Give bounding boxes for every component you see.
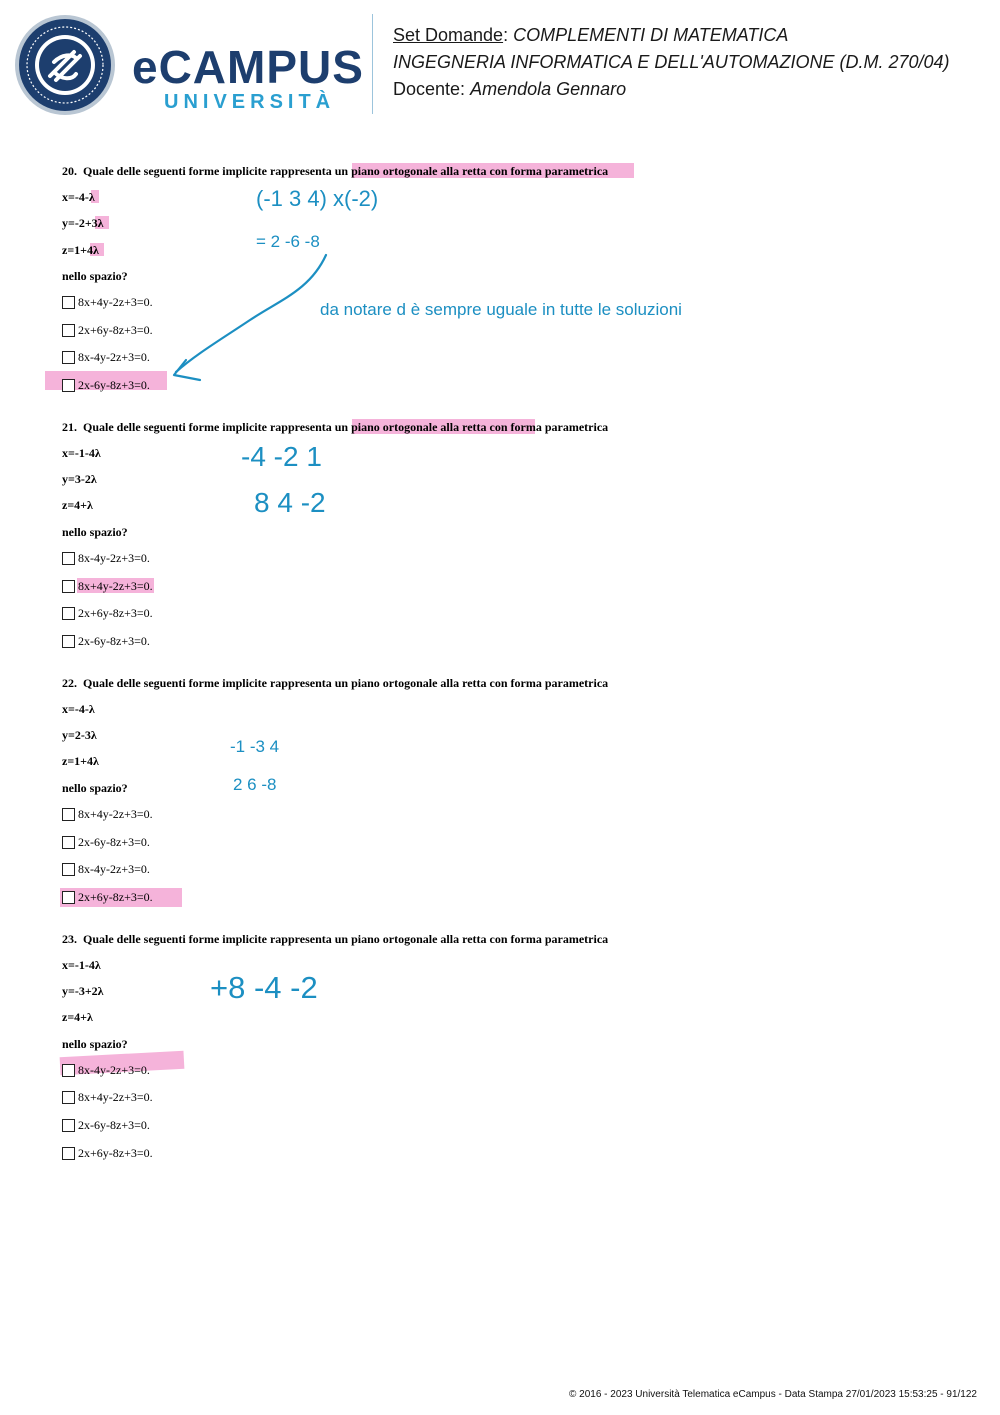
teacher-name: Amendola Gennaro — [470, 79, 627, 99]
question-title — [62, 163, 608, 179]
option-label: 2x+6y-8z+3=0. — [78, 606, 153, 620]
question-text: Quale delle seguenti forme implicite rappresenta un piano ortogonale alla retta con forma parametrica — [83, 676, 609, 690]
set-label: Set Domande — [393, 25, 504, 45]
option-label: 8x+4y-2z+3=0. — [78, 295, 153, 309]
page-footer: © 2016 - 2023 Università Telematica eCampus - Data Stampa 27/01/2023 15:53:25 - 91/122 — [569, 1389, 977, 1400]
checkbox[interactable] — [62, 891, 75, 904]
equation-y: y=-2+3λ — [62, 216, 104, 230]
question-title — [62, 419, 608, 435]
checkbox[interactable] — [62, 635, 75, 648]
option-label: 2x-6y-8z+3=0. — [78, 1118, 150, 1132]
answer-option[interactable] — [62, 1089, 153, 1105]
checkbox[interactable] — [62, 808, 75, 821]
option-label: 2x+6y-8z+3=0. — [78, 890, 153, 904]
equation-y: y=-3+2λ — [62, 984, 104, 998]
header-divider — [372, 14, 373, 114]
answer-option[interactable] — [62, 322, 153, 338]
option-label: 8x-4y-2z+3=0. — [78, 1063, 150, 1077]
question-number: 20. — [62, 164, 77, 178]
option-label: 2x-6y-8z+3=0. — [78, 378, 150, 392]
answer-option[interactable] — [62, 349, 150, 365]
equation-z: z=1+4λ — [62, 243, 99, 257]
question-prompt: nello spazio? — [62, 525, 128, 539]
course-line: Set Domande: COMPLEMENTI DI MATEMATICA — [393, 25, 789, 45]
checkbox[interactable] — [62, 1064, 75, 1077]
q22-annotation-normal: 2 6 -8 — [233, 775, 277, 794]
logo-subtext: UNIVERSITÀ — [164, 91, 336, 113]
equation-z: z=1+4λ — [62, 754, 99, 768]
equation-x: x=-4-λ — [62, 702, 95, 716]
answer-option-highlighted[interactable] — [62, 578, 153, 594]
answer-option[interactable] — [62, 1117, 150, 1133]
answer-option[interactable] — [62, 806, 153, 822]
checkbox[interactable] — [62, 580, 75, 593]
checkbox[interactable] — [62, 863, 75, 876]
answer-option[interactable] — [62, 834, 150, 850]
q22-annotation-direction: -1 -3 4 — [230, 737, 280, 756]
course-name: COMPLEMENTI DI MATEMATICA — [513, 25, 789, 45]
question-prompt: nello spazio? — [62, 269, 128, 283]
question-number: 22. — [62, 676, 77, 690]
answer-option[interactable] — [62, 861, 150, 877]
option-label: 8x-4y-2z+3=0. — [78, 350, 150, 364]
option-label: 8x+4y-2z+3=0. — [78, 807, 153, 821]
option-label: 8x+4y-2z+3=0. — [78, 1090, 153, 1104]
equation-y: y=3-2λ — [62, 472, 97, 486]
teacher-label: Docente: — [393, 79, 466, 99]
answer-option[interactable] — [62, 1145, 153, 1161]
q21-annotation-direction: -4 -2 1 — [241, 441, 322, 472]
question-title — [62, 675, 608, 691]
answer-option[interactable] — [62, 294, 153, 310]
checkbox[interactable] — [62, 379, 75, 392]
equation-y: y=2-3λ — [62, 728, 97, 742]
answer-option-highlighted[interactable] — [62, 1062, 150, 1078]
option-label: 2x+6y-8z+3=0. — [78, 1146, 153, 1160]
program-name: INGEGNERIA INFORMATICA E DELL'AUTOMAZIONE (D.M. 270/04) — [393, 52, 950, 72]
question-text: Quale delle seguenti forme implicite rappresenta un piano ortogonale alla retta con forma parametrica — [83, 164, 609, 178]
answer-option[interactable] — [62, 633, 150, 649]
checkbox[interactable] — [62, 1147, 75, 1160]
question-prompt: nello spazio? — [62, 1037, 128, 1051]
option-label: 2x+6y-8z+3=0. — [78, 323, 153, 337]
header-info — [393, 22, 950, 103]
equation-x: x=-1-4λ — [62, 446, 101, 460]
question-title — [62, 931, 608, 947]
program-line — [393, 49, 950, 76]
question-number: 21. — [62, 420, 77, 434]
option-label: 8x-4y-2z+3=0. — [78, 551, 150, 565]
checkbox[interactable] — [62, 296, 75, 309]
question-prompt: nello spazio? — [62, 781, 128, 795]
ecampus-logo — [14, 14, 364, 118]
checkbox[interactable] — [62, 552, 75, 565]
option-label: 2x-6y-8z+3=0. — [78, 634, 150, 648]
answer-option[interactable] — [62, 550, 150, 566]
q20-annotation-result: = 2 -6 -8 — [256, 232, 320, 251]
question-text: Quale delle seguenti forme implicite rappresenta un piano ortogonale alla retta con forma parametrica — [83, 932, 609, 946]
equation-z: z=4+λ — [62, 498, 93, 512]
question-number: 23. — [62, 932, 77, 946]
answer-option[interactable] — [62, 605, 153, 621]
university-seal-icon — [14, 14, 116, 116]
checkbox[interactable] — [62, 324, 75, 337]
checkbox[interactable] — [62, 836, 75, 849]
teacher-line — [393, 76, 950, 103]
q23-annotation-normal: +8 -4 -2 — [210, 970, 318, 1005]
question-text: Quale delle seguenti forme implicite rappresenta un piano ortogonale alla retta con forma parametrica — [83, 420, 609, 434]
q21-annotation-normal: 8 4 -2 — [254, 487, 326, 518]
checkbox[interactable] — [62, 1091, 75, 1104]
option-label: 2x-6y-8z+3=0. — [78, 835, 150, 849]
q20-annotation-vector: (-1 3 4) x(-2) — [256, 186, 379, 211]
equation-z: z=4+λ — [62, 1010, 93, 1024]
option-label: 8x-4y-2z+3=0. — [78, 862, 150, 876]
answer-option-highlighted[interactable] — [62, 889, 153, 905]
checkbox[interactable] — [62, 607, 75, 620]
answer-option-highlighted[interactable] — [62, 377, 150, 393]
checkbox[interactable] — [62, 351, 75, 364]
option-label: 8x+4y-2z+3=0. — [78, 579, 153, 593]
equation-x: x=-1-4λ — [62, 958, 101, 972]
logo-wordmark: eCAMPUS — [132, 41, 364, 93]
q20-annotation-note: da notare d è sempre uguale in tutte le soluzioni — [320, 300, 682, 319]
checkbox[interactable] — [62, 1119, 75, 1132]
equation-x: x=-4-λ — [62, 190, 95, 204]
